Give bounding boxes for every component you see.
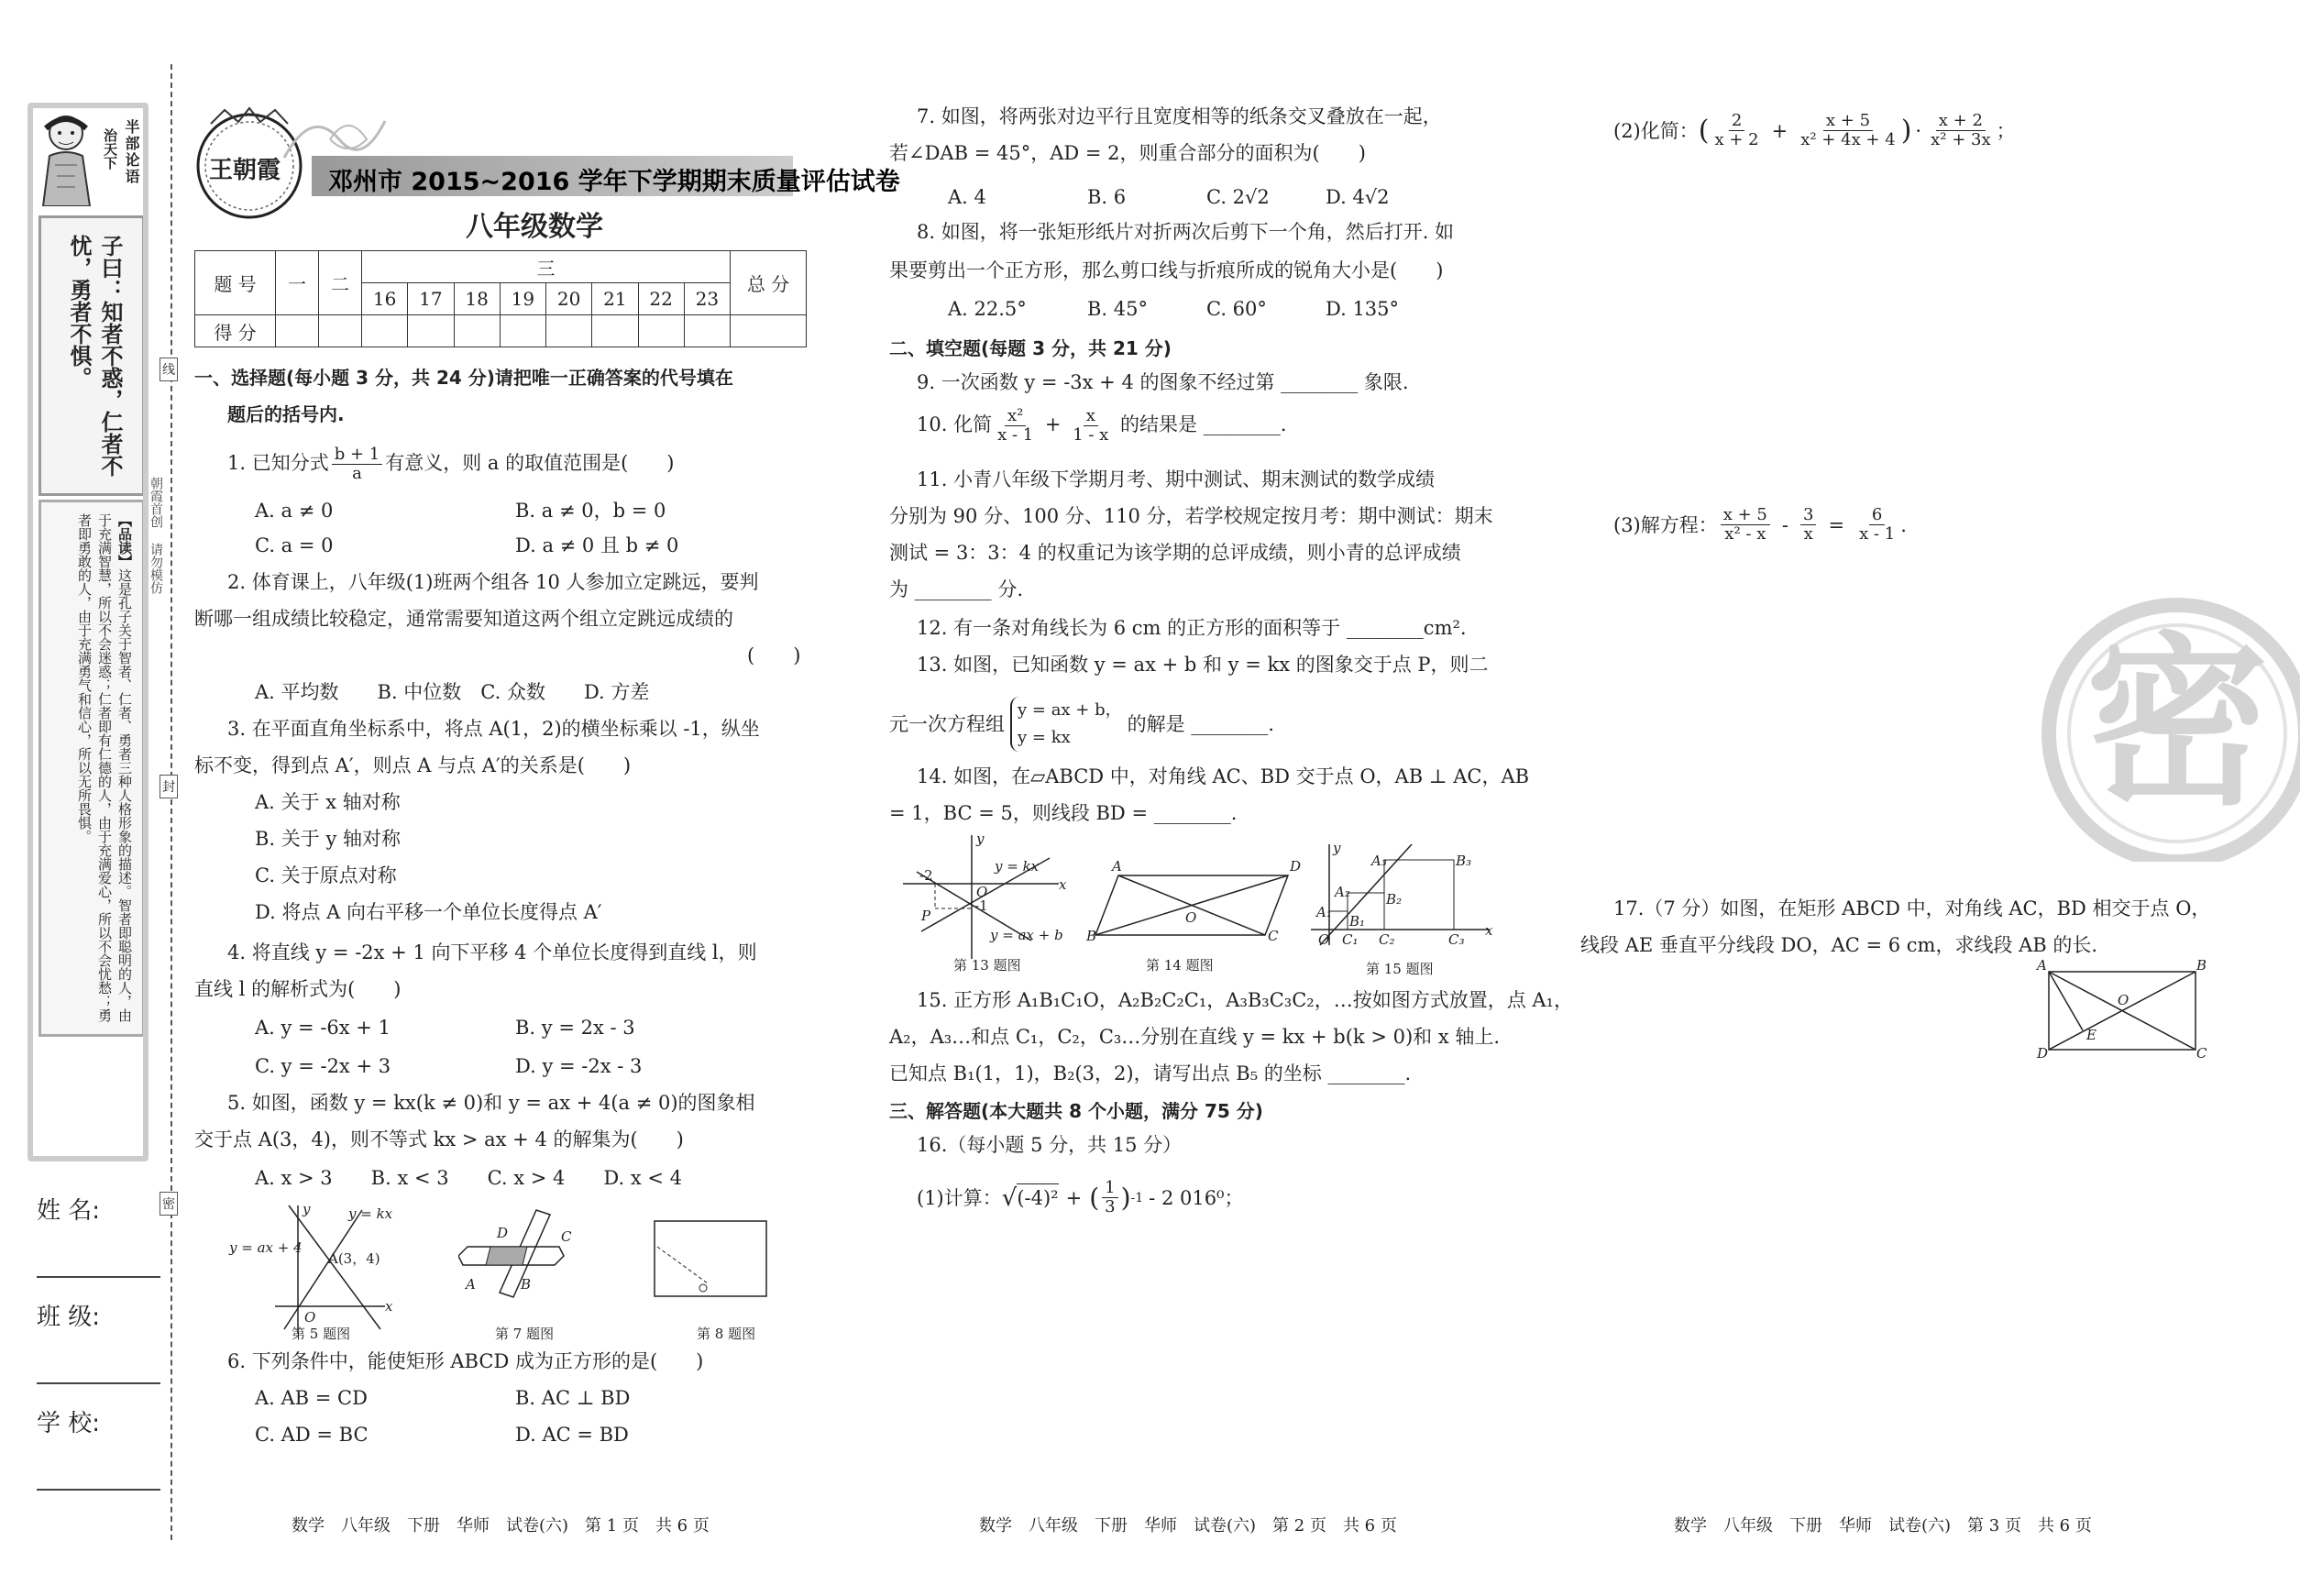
q2-options[interactable]: A. 平均数 B. 中位数 C. 众数 D. 方差 [255,681,650,703]
q11-line3: 测试 = 3：3：4 的权重记为该学期的总评成绩，则小青的总评成绩 [889,542,1461,564]
q8-option-c[interactable]: C. 60° [1206,298,1267,320]
q13-sys1: y = ax + b， [1018,700,1122,720]
f17-C-label: C [2196,1045,2207,1062]
score-sub-18: 18 [454,283,500,315]
q2-line1: 2. 体育课上，八年级(1)班两个组各 10 人参加立定跳远，要判 [227,571,759,593]
q16b-tail: ； [1996,119,2016,142]
q7-option-c[interactable]: C. 2√2 [1206,186,1270,208]
q10-plus: + [1044,413,1062,435]
q14-line1: 14. 如图，在▱ABCD 中，对角线 AC、BD 交于点 O，AB ⊥ AC，AB [917,765,1530,787]
q10-f2-den: 1 - x [1073,425,1109,445]
q16b-f1-den: x + 2 [1714,130,1759,149]
q4-line2: 直线 l 的解析式为( ) [194,978,402,1000]
q16c-f2-num: 3 [1800,506,1816,525]
q16-frac-num: 1 [1102,1179,1117,1198]
banner-mid-text: 治天下 [102,128,118,170]
section1-heading2: 题后的括号内. [227,403,345,425]
f14-A-label: A [1112,858,1122,875]
score-sub-21: 21 [592,283,638,315]
q7-option-d[interactable]: D. 4√2 [1326,186,1390,208]
f14-B-label: B [1086,928,1097,944]
q1-option-a[interactable]: A. a ≠ 0 [255,500,334,522]
q1-stem-b: 有意义，则 a 的取值范围是( ) [385,452,675,474]
section2-heading: 二、填空题(每题 3 分，共 21 分) [889,337,1172,359]
q17-line1: 17.（7 分）如图，在矩形 ABCD 中，对角线 AC，BD 相交于点 O， [1613,897,2211,919]
q16-part1: (1)计算： √ (-4)² + ( $\frac{1}{3}$ ) -1 - 2 016⁰； [917,1178,1244,1216]
q1-option-d[interactable]: D. a ≠ 0 且 b ≠ 0 [515,534,679,556]
q16-exp: -1 [1130,1190,1144,1205]
watermark-side: 朝霞首创 请勿模仿 [149,477,163,594]
f17-D-label: D [2037,1045,2049,1062]
q4-line1: 4. 将直线 y = -2x + 1 向下平移 4 个单位长度得到直线 l，则 [227,941,757,963]
q16c-f3-den: x - 1 [1859,524,1896,544]
f15-x-label: x [1485,922,1493,939]
cut-mark-1: 线 [160,358,178,381]
q6-line1: 6. 下列条件中，能使矩形 ABCD 成为正方形的是( ) [227,1350,704,1372]
section3-heading: 三、解答题(本大题共 8 个小题，满分 75 分) [889,1100,1263,1122]
f15-O-label: O [1318,931,1330,948]
q16-frac [1102,1179,1117,1216]
f15-A2-label: A₂ [1335,884,1350,900]
f5-O-label: O [304,1309,316,1326]
title-bar [312,156,900,196]
sidebar-frame [28,103,149,1161]
score-cell[interactable] [546,315,592,347]
score-cell[interactable] [638,315,684,347]
q16b-f1-num: 2 [1729,112,1744,131]
q7-line1: 7. 如图，将两张对边平行且宽度相等的纸条交叉叠放在一起， [917,105,1442,127]
cap-fig5: 第 5 题图 [292,1326,351,1342]
q13-line2 [889,697,1274,752]
q16b-f3-den: x² + 3x [1931,130,1991,149]
figure-15 [1311,840,1494,950]
q16b-f2-den: x² + 4x + 4 [1800,130,1896,149]
class-field[interactable] [37,1332,160,1384]
score-table [194,250,807,347]
name-field[interactable] [37,1226,160,1278]
q6-option-a[interactable]: A. AB = CD [255,1387,368,1409]
figure-8 [653,1219,772,1302]
q16-part3 [1613,506,1907,544]
q13-system [1010,697,1122,752]
q13-pre: 元一次方程组 [889,713,1005,735]
score-cell[interactable] [276,315,319,347]
q1-stem-a: 1. 已知分式 [227,452,329,474]
q11-line2: 分别为 90 分、100 分、110 分，若学校规定按月考：期中测试：期末 [889,505,1493,527]
q11-line4: 为 ________ 分. [889,578,1024,600]
q16c-frac2 [1800,506,1816,544]
q16-p1-plus: + [1065,1186,1083,1209]
cap-fig15: 第 15 题图 [1366,961,1434,977]
q4-option-d[interactable]: D. y = -2x - 3 [515,1055,643,1077]
cap-fig8: 第 8 题图 [697,1326,756,1342]
score-sub-20: 20 [546,283,592,315]
score-cell[interactable] [500,315,545,347]
f15-A3-label: A₃ [1371,853,1387,869]
q16c-frac3 [1856,506,1898,544]
f17-A-label: A [2037,957,2047,974]
f7-C-label: C [561,1228,572,1245]
footer-page1: 数学 八年级 下册 华师 试卷(六) 第 1 页 共 6 页 [292,1516,710,1535]
q10-text [917,407,1286,445]
figure-7 [458,1192,587,1311]
cap-fig13: 第 13 题图 [953,957,1021,974]
q3-line1: 3. 在平面直角坐标系中，将点 A(1，2)的横坐标乘以 -1，纵坐 [227,718,760,740]
name-label: 姓 名: [37,1197,101,1225]
q12-text: 12. 有一条对角线长为 6 cm 的正方形的面积等于 ________cm². [917,617,1467,639]
f14-O-label: O [1185,909,1197,926]
q4-option-c[interactable]: C. y = -2x + 3 [255,1055,391,1077]
q5-options[interactable]: A. x > 3 B. x < 3 C. x > 4 D. x < 4 [255,1167,683,1189]
score-sub-22: 22 [638,283,684,315]
score-cell[interactable] [684,315,730,347]
q13-post: 的解是 ________. [1127,713,1274,735]
q10-frac1 [995,407,1036,445]
f7-A-label: A [466,1276,476,1293]
q16b-frac1 [1711,112,1761,149]
f5-y-label: y [303,1201,311,1217]
q4-option-a[interactable]: A. y = -6x + 1 [255,1017,391,1039]
score-cell[interactable] [592,315,638,347]
q7-line2: 若∠DAB = 45°，AD = 2，则重合部分的面积为( ) [889,142,1366,164]
f13-m2-label: -2 [919,867,933,884]
q4-option-b[interactable]: B. y = 2x - 3 [515,1017,635,1039]
q11-line1: 11. 小青八年级下学期月考、期中测试、期末测试的数学成绩 [917,468,1436,490]
score-label-q: 题 号 [195,251,276,315]
q7-option-a[interactable]: A. 4 [948,186,986,208]
score-cell[interactable] [454,315,500,347]
q14-line2: = 1，BC = 5，则线段 BD = ________. [889,802,1238,824]
f13-x-label: x [1059,876,1067,893]
q6-option-d[interactable]: D. AC = BD [515,1424,629,1446]
score-sub-17: 17 [408,283,454,315]
quote-text: 子曰：知者不惑，仁者不忧，勇者不惧。 [66,235,124,477]
q16c-pre: (3)解方程： [1613,513,1718,536]
f13-kx-label: y = kx [995,858,1040,875]
banner-top-text: 半部论语 [123,119,140,185]
f15-C1-label: C₁ [1342,931,1359,948]
q1-frac-num: b + 1 [332,446,383,465]
f13-O-label: O [976,884,988,900]
q3-option-c[interactable]: C. 关于原点对称 [255,864,397,886]
q16c-tail: . [1900,513,1907,536]
q7-option-b[interactable]: B. 6 [1087,186,1127,208]
stamp-text: 密 [2085,617,2270,831]
q16-p1-pre: (1)计算： [917,1186,1002,1209]
q2-line2: 断哪一组成绩比较稳定，通常需要知道这两个组立定跳远成绩的 [194,608,733,630]
student-info [37,1192,165,1491]
q8-option-d[interactable]: D. 135° [1326,298,1400,320]
q17-line2: 线段 AE 垂直平分线段 DO，AC = 6 cm，求线段 AB 的长. [1580,934,2098,956]
q1-option-b[interactable]: B. a ≠ 0，b = 0 [515,500,666,522]
cut-line [171,64,172,1540]
q16-sqrt: √ (-4)² [1001,1183,1059,1212]
f5-x-label: x [385,1298,393,1315]
class-label: 班 级: [37,1304,101,1331]
f13-y-label: y [976,831,985,847]
f13-m1-label: -1 [974,897,988,914]
footer-page2: 数学 八年级 下册 华师 试卷(六) 第 2 页 共 6 页 [979,1516,1397,1535]
f15-y-label: y [1333,840,1341,856]
q10-f2-num: x [1084,407,1098,426]
section1-heading: 一、选择题(每小题 3 分，共 24 分)请把唯一正确答案的代号填在 [194,367,733,389]
q16-frac-den: 3 [1105,1197,1116,1216]
score-cell[interactable] [731,315,807,347]
q16-sqrt-arg: (-4)² [1017,1183,1058,1212]
q1-fraction [332,446,383,483]
secret-stamp [2030,587,2300,862]
q3-option-a[interactable]: A. 关于 x 轴对称 [255,791,401,813]
score-total: 总 分 [731,251,807,315]
score-label-s: 得 分 [195,315,276,347]
q16b-frac3 [1928,112,1994,149]
q13-line1: 13. 如图，已知函数 y = ax + b 和 y = kx 的图象交于点 P，则二 [917,654,1489,676]
q15-line1: 15. 正方形 A₁B₁C₁O，A₂B₂C₂C₁，A₃B₃C₃C₂，…按如图方式放置，点 A₁， [917,989,1573,1011]
f17-E-label: E [2086,1027,2096,1043]
q8-option-a[interactable]: A. 22.5° [948,298,1027,320]
q10-stem: 10. 化简 [917,413,993,435]
q15-line2: A₂，A₃…和点 C₁，C₂，C₃…分别在直线 y = kx + b(k > 0)和 x 轴上. [889,1026,1501,1048]
cap-fig14: 第 14 题图 [1146,957,1214,974]
score-group-3: 三 [362,251,731,283]
school-label: 学 校: [37,1410,101,1437]
q9-text: 9. 一次函数 y = -3x + 4 的图象不经过第 ________ 象限. [917,371,1409,393]
q16-p1-tail: - 2 016⁰； [1149,1186,1244,1209]
f5-kx-label: y = kx [348,1205,393,1222]
q16c-eq: = [1828,513,1845,536]
cut-mark-2: 封 [160,775,178,798]
q5-line2: 交于点 A(3，4)，则不等式 kx > ax + 4 的解集为( ) [194,1128,684,1150]
q16-part2: (2)化简： ( $\frac{2}{x + 2}$ + $\frac{x + 5}{\text{x² + 4x + 4}}$ ) · $\frac{x + 2}{\text{x² + 3x}}$ ； [1613,111,2016,149]
f15-B2-label: B₂ [1386,891,1403,908]
q3-line2: 标不变，得到点 A′，则点 A 与点 A′的关系是( ) [194,754,632,776]
q15-line3: 已知点 B₁(1，1)，B₂(3，2)，请写出点 B₅ 的坐标 ________. [889,1062,1412,1084]
f7-D-label: D [497,1225,509,1241]
subject-title: 八年级数学 [466,211,603,243]
f15-B1-label: B₁ [1349,913,1366,930]
q16b-f2-num: x + 5 [1823,112,1873,131]
q10-frac2 [1070,407,1111,445]
score-sub-16: 16 [362,283,408,315]
q2-paren: ( ) [747,644,801,666]
f5-A-label: A(3，4) [328,1250,380,1267]
logo-text: 王朝霞 [209,157,281,184]
q16c-frac1 [1721,506,1770,544]
f15-B3-label: B₃ [1456,853,1472,869]
figure-17 [2035,957,2209,1062]
score-col-2: 二 [319,251,362,315]
q6-option-c[interactable]: C. AD = BC [255,1424,369,1446]
q16b-frac2 [1798,112,1898,149]
q3-option-b[interactable]: B. 关于 y 轴对称 [255,828,401,850]
score-cell[interactable] [319,315,362,347]
exam-title: 邓州市 2015~2016 学年下学期期末质量评估试卷 [328,168,900,196]
footer-page3: 数学 八年级 下册 华师 试卷(六) 第 3 页 共 6 页 [1674,1516,2092,1535]
q16c-minus: - [1781,513,1788,536]
school-field[interactable] [37,1438,160,1491]
reading-body: 这是孔子关于智者、仁者、勇者三种人格形象的描述。智者即聪明的人，由于充满智慧，所以不会迷惑；仁者即有仁德的人，由于充满爱心，所以不会忧愁；勇者即勇敢的人，由于充满勇气和信心，所以无所畏惧。 [76,513,133,1022]
q6-option-b[interactable]: B. AC ⊥ BD [515,1387,631,1409]
f5-ax-label: y = ax + 4 [229,1239,303,1256]
score-sub-23: 23 [684,283,730,315]
score-sub-19: 19 [500,283,545,315]
f14-D-label: D [1290,858,1302,875]
q16b-pre: (2)化简： [1613,119,1699,142]
q16c-f2-den: x [1803,524,1813,544]
f17-B-label: B [2196,957,2207,974]
score-cell[interactable] [408,315,454,347]
q8-line2: 果要剪出一个正方形，那么剪口线与折痕所成的锐角大小是( ) [889,259,1444,281]
figure-13 [903,831,1068,959]
q5-line1: 5. 如图，函数 y = kx(k ≠ 0)和 y = ax + 4(a ≠ 0)的图象相 [227,1092,755,1114]
q16c-f3-num: 6 [1869,506,1885,525]
score-col-1: 一 [276,251,319,315]
f15-C3-label: C₃ [1448,931,1465,948]
q16b-plus: + [1771,119,1788,142]
q16-head: 16.（每小题 5 分，共 15 分） [917,1134,1183,1156]
cap-fig7: 第 7 题图 [495,1326,555,1342]
f13-P-label: P [921,908,931,924]
f17-O-label: O [2118,992,2129,1008]
q16c-f1-num: x + 5 [1721,506,1770,525]
q10-tail: 的结果是 ________. [1120,413,1287,435]
q16b-dot: · [1915,119,1922,142]
f15-A1-label: A₁ [1316,904,1332,920]
cut-mark-3: 密 [160,1192,178,1216]
score-cell[interactable] [362,315,408,347]
reading-title: 【品读】 [116,513,133,568]
figure-14 [1086,858,1306,944]
q8-line1: 8. 如图，将一张矩形纸片对折两次后剪下一个角，然后打开. 如 [917,221,1455,243]
q1-frac-den: a [352,464,362,483]
f15-C2-label: C₂ [1379,931,1395,948]
q13-sys2: y = kx [1018,728,1071,747]
q8-option-b[interactable]: B. 45° [1087,298,1149,320]
q16c-f1-den: x² - x [1724,524,1766,544]
q10-f1-den: x - 1 [997,425,1034,445]
f14-C-label: C [1268,928,1279,944]
q1-option-c[interactable]: C. a = 0 [255,534,334,556]
q16b-f3-num: x + 2 [1936,112,1986,131]
figure-5 [220,1201,403,1338]
f7-B-label: B [521,1276,532,1293]
q1-stem [227,446,674,483]
q3-option-d[interactable]: D. 将点 A 向右平移一个单位长度得点 A′ [255,901,602,923]
f13-ax-label: y = ax + b [990,927,1063,943]
q10-f1-num: x² [1005,407,1026,426]
